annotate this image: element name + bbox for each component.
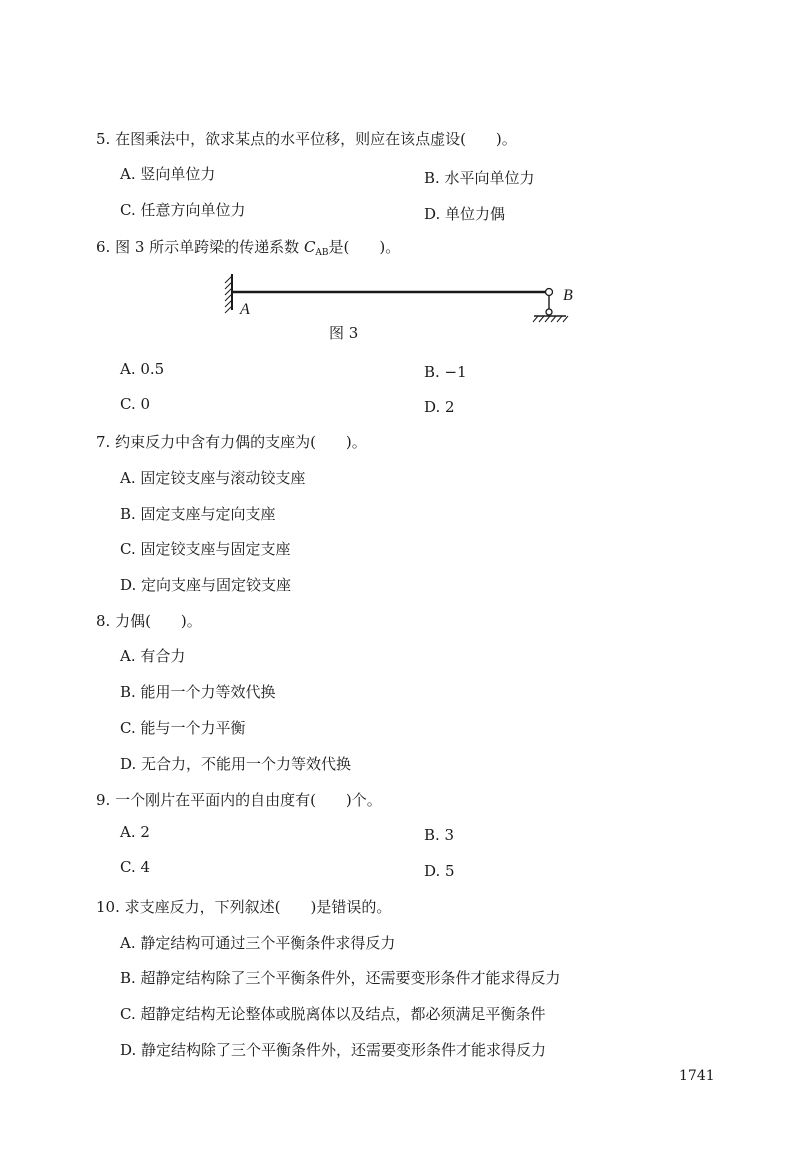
hinge-b-top: [546, 289, 553, 296]
q6-stem-prefix: 6. 图 3 所示单跨梁的传递系数: [96, 238, 304, 256]
q5-option-d: D. 单位力偶: [424, 205, 506, 223]
q6-stem-suffix: 是( )。: [328, 238, 401, 256]
q6-option-b: B. −1: [424, 363, 467, 381]
q8-option-c: C. 能与一个力平衡: [120, 719, 246, 737]
q6-option-d: D. 2: [424, 398, 455, 416]
q6-stem-symbol: C: [303, 238, 316, 256]
question-6-stem: [96, 236, 400, 258]
question-7-stem: 7. 约束反力中含有力偶的支座为( )。: [96, 433, 367, 451]
q6-option-c: C. 0: [120, 395, 151, 413]
q5-option-b: B. 水平向单位力: [424, 169, 535, 187]
question-8-stem: 8. 力偶( )。: [96, 612, 202, 630]
q9-option-c: C. 4: [120, 858, 151, 876]
q7-option-d: D. 定向支座与固定铰支座: [120, 576, 292, 594]
ground-hatch: [533, 316, 568, 322]
q10-option-b: B. 超静定结构除了三个平衡条件外，还需要变形条件才能求得反力: [120, 969, 561, 987]
q9-option-a: A. 2: [120, 823, 150, 841]
page-number: 1741: [679, 1068, 715, 1084]
q8-option-a: A. 有合力: [120, 647, 186, 665]
q8-option-d: D. 无合力，不能用一个力等效代换: [120, 755, 352, 773]
question-5-stem: 5. 在图乘法中，欲求某点的水平位移，则应在该点虚设( )。: [96, 130, 517, 148]
q8-option-b: B. 能用一个力等效代换: [120, 683, 276, 701]
q6-stem-subscript: AB: [315, 248, 329, 258]
q10-option-a: A. 静定结构可通过三个平衡条件求得反力: [120, 934, 396, 952]
label-a: A: [240, 301, 250, 318]
hinge-b-bottom: [546, 309, 552, 315]
q7-option-c: C. 固定铰支座与固定支座: [120, 540, 291, 558]
q7-option-b: B. 固定支座与定向支座: [120, 505, 276, 523]
question-10-stem: 10. 求支座反力，下列叙述( )是错误的。: [96, 898, 392, 916]
figure-caption: 图 3: [329, 324, 359, 342]
q5-option-a: A. 竖向单位力: [120, 165, 216, 183]
q7-option-a: A. 固定铰支座与滚动铰支座: [120, 469, 306, 487]
beam-figure: [216, 268, 596, 348]
question-9-stem: 9. 一个刚片在平面内的自由度有( )个。: [96, 791, 382, 809]
fixed-support-hatch: [225, 276, 232, 313]
q9-option-b: B. 3: [424, 826, 455, 844]
q10-option-c: C. 超静定结构无论整体或脱离体以及结点，都必须满足平衡条件: [120, 1005, 546, 1023]
q5-option-c: C. 任意方向单位力: [120, 201, 246, 219]
q6-option-a: A. 0.5: [120, 360, 165, 378]
q9-option-d: D. 5: [424, 862, 455, 880]
q10-option-d: D. 静定结构除了三个平衡条件外，还需要变形条件才能求得反力: [120, 1041, 547, 1059]
label-b: B: [563, 287, 573, 304]
